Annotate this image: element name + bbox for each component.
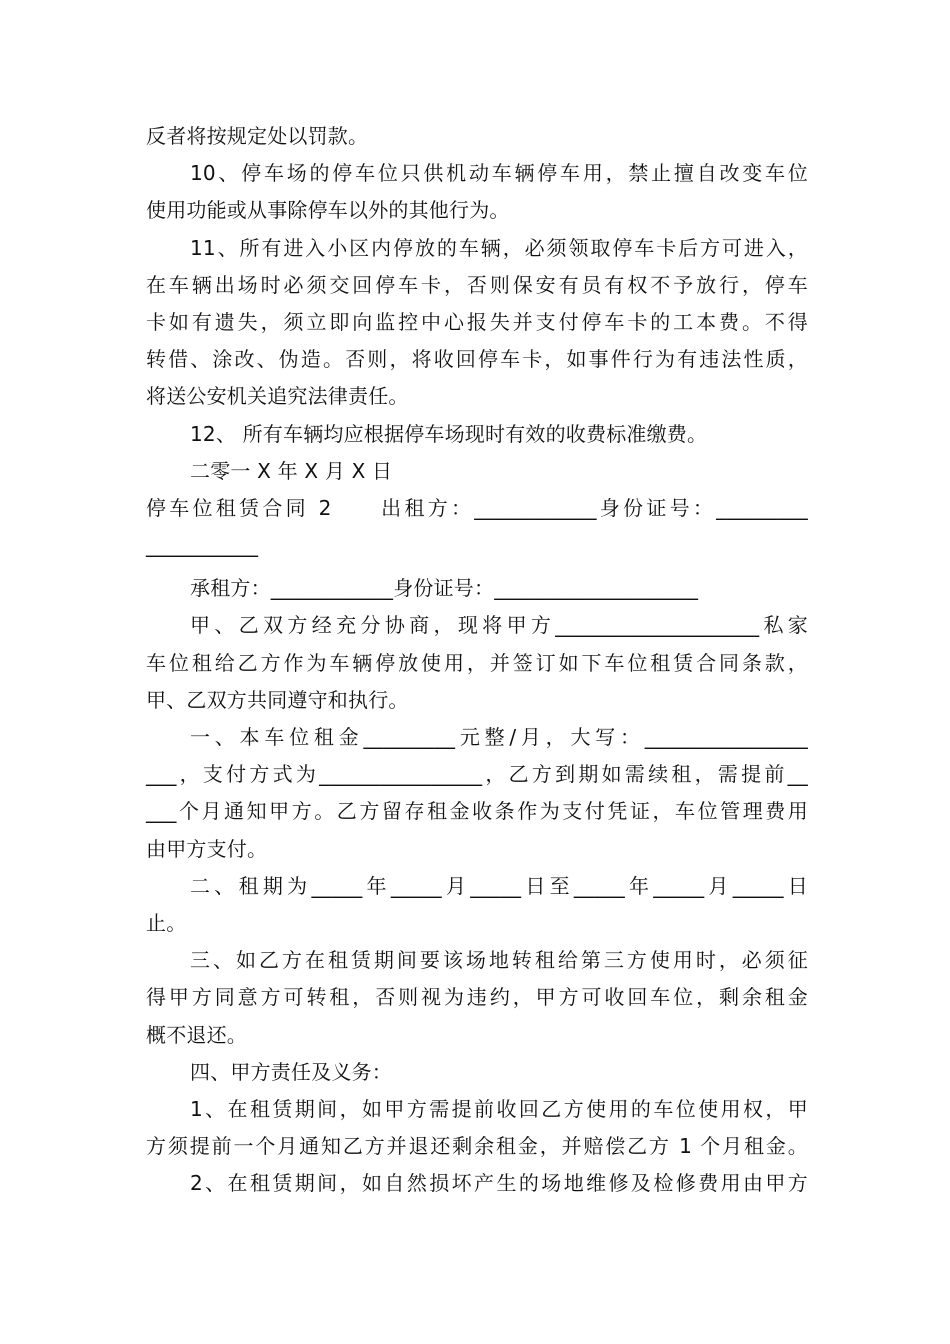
text-line: 转借、涂改、伪造。否则，将收回停车卡，如事件行为有违法性质， bbox=[146, 347, 808, 372]
text-line: 由甲方支付。 bbox=[146, 836, 268, 861]
blank-field-line: ___________ bbox=[146, 533, 259, 558]
document-page bbox=[146, 118, 808, 1202]
text-line: 方须提前一个月通知乙方并退还剩余租金，并赔偿乙方 1 个月租金。 bbox=[146, 1134, 808, 1159]
lessee-line: 承租方：____________身份证号：____________________ bbox=[190, 576, 699, 601]
text-line: 二、租期为_____年_____月_____日至_____年_____月_____日 bbox=[190, 873, 808, 898]
text-line: ___个月通知甲方。乙方留存租金收条作为支付凭证，车位管理费用 bbox=[146, 799, 808, 824]
text-line: 在车辆出场时必须交回停车卡，否则保安有员有权不予放行，停车 bbox=[146, 272, 808, 297]
text-line: 得甲方同意方可转租，否则视为违约，甲方可收回车位，剩余租金 bbox=[146, 985, 808, 1010]
text-line: 将送公安机关追究法律责任。 bbox=[146, 384, 409, 409]
text-line: 使用功能或从事除停车以外的其他行为。 bbox=[146, 198, 510, 223]
text-line: 12、 所有车辆均应根据停车场现时有效的收费标准缴费。 bbox=[190, 421, 708, 446]
text-line: 甲、乙双方共同遵守和执行。 bbox=[146, 687, 409, 712]
text-line: 概不退还。 bbox=[146, 1022, 247, 1047]
text-line: 车位租给乙方作为车辆停放使用，并签订如下车位租赁合同条款， bbox=[146, 650, 808, 675]
text-line: 2、在租赁期间，如自然损坏产生的场地维修及检修费用由甲方 bbox=[190, 1171, 808, 1196]
text-line: 1、在租赁期间，如甲方需提前收回乙方使用的车位使用权，甲 bbox=[190, 1096, 808, 1121]
text-line: 反者将按规定处以罚款。 bbox=[146, 124, 369, 148]
contract-title-line: 停车位租赁合同 2 出租方：____________身份证号：_________ bbox=[146, 495, 808, 520]
text-line: 卡如有遗失，须立即向监控中心报失并支付停车卡的工本费。不得 bbox=[146, 309, 808, 334]
text-line: 甲、乙双方经充分协商，现将甲方____________________私家 bbox=[190, 613, 808, 638]
text-line: 一、本车位租金_________元整/月，大写：________________ bbox=[190, 725, 808, 749]
text-line: 10、停车场的停车位只供机动车辆停车用，禁止擅自改变车位 bbox=[190, 161, 808, 186]
text-line: 11、所有进入小区内停放的车辆，必须领取停车卡后方可进入， bbox=[190, 235, 808, 260]
text-line: ___，支付方式为________________，乙方到期如需续租，需提前__ bbox=[146, 762, 808, 787]
section-heading: 四、甲方责任及义务： bbox=[190, 1059, 392, 1084]
text-line: 止。 bbox=[146, 910, 187, 935]
text-line: 三、如乙方在租赁期间要该场地转租给第三方使用时，必须征 bbox=[190, 948, 808, 973]
date-line: 二零一 X 年 X 月 X 日 bbox=[190, 458, 393, 483]
